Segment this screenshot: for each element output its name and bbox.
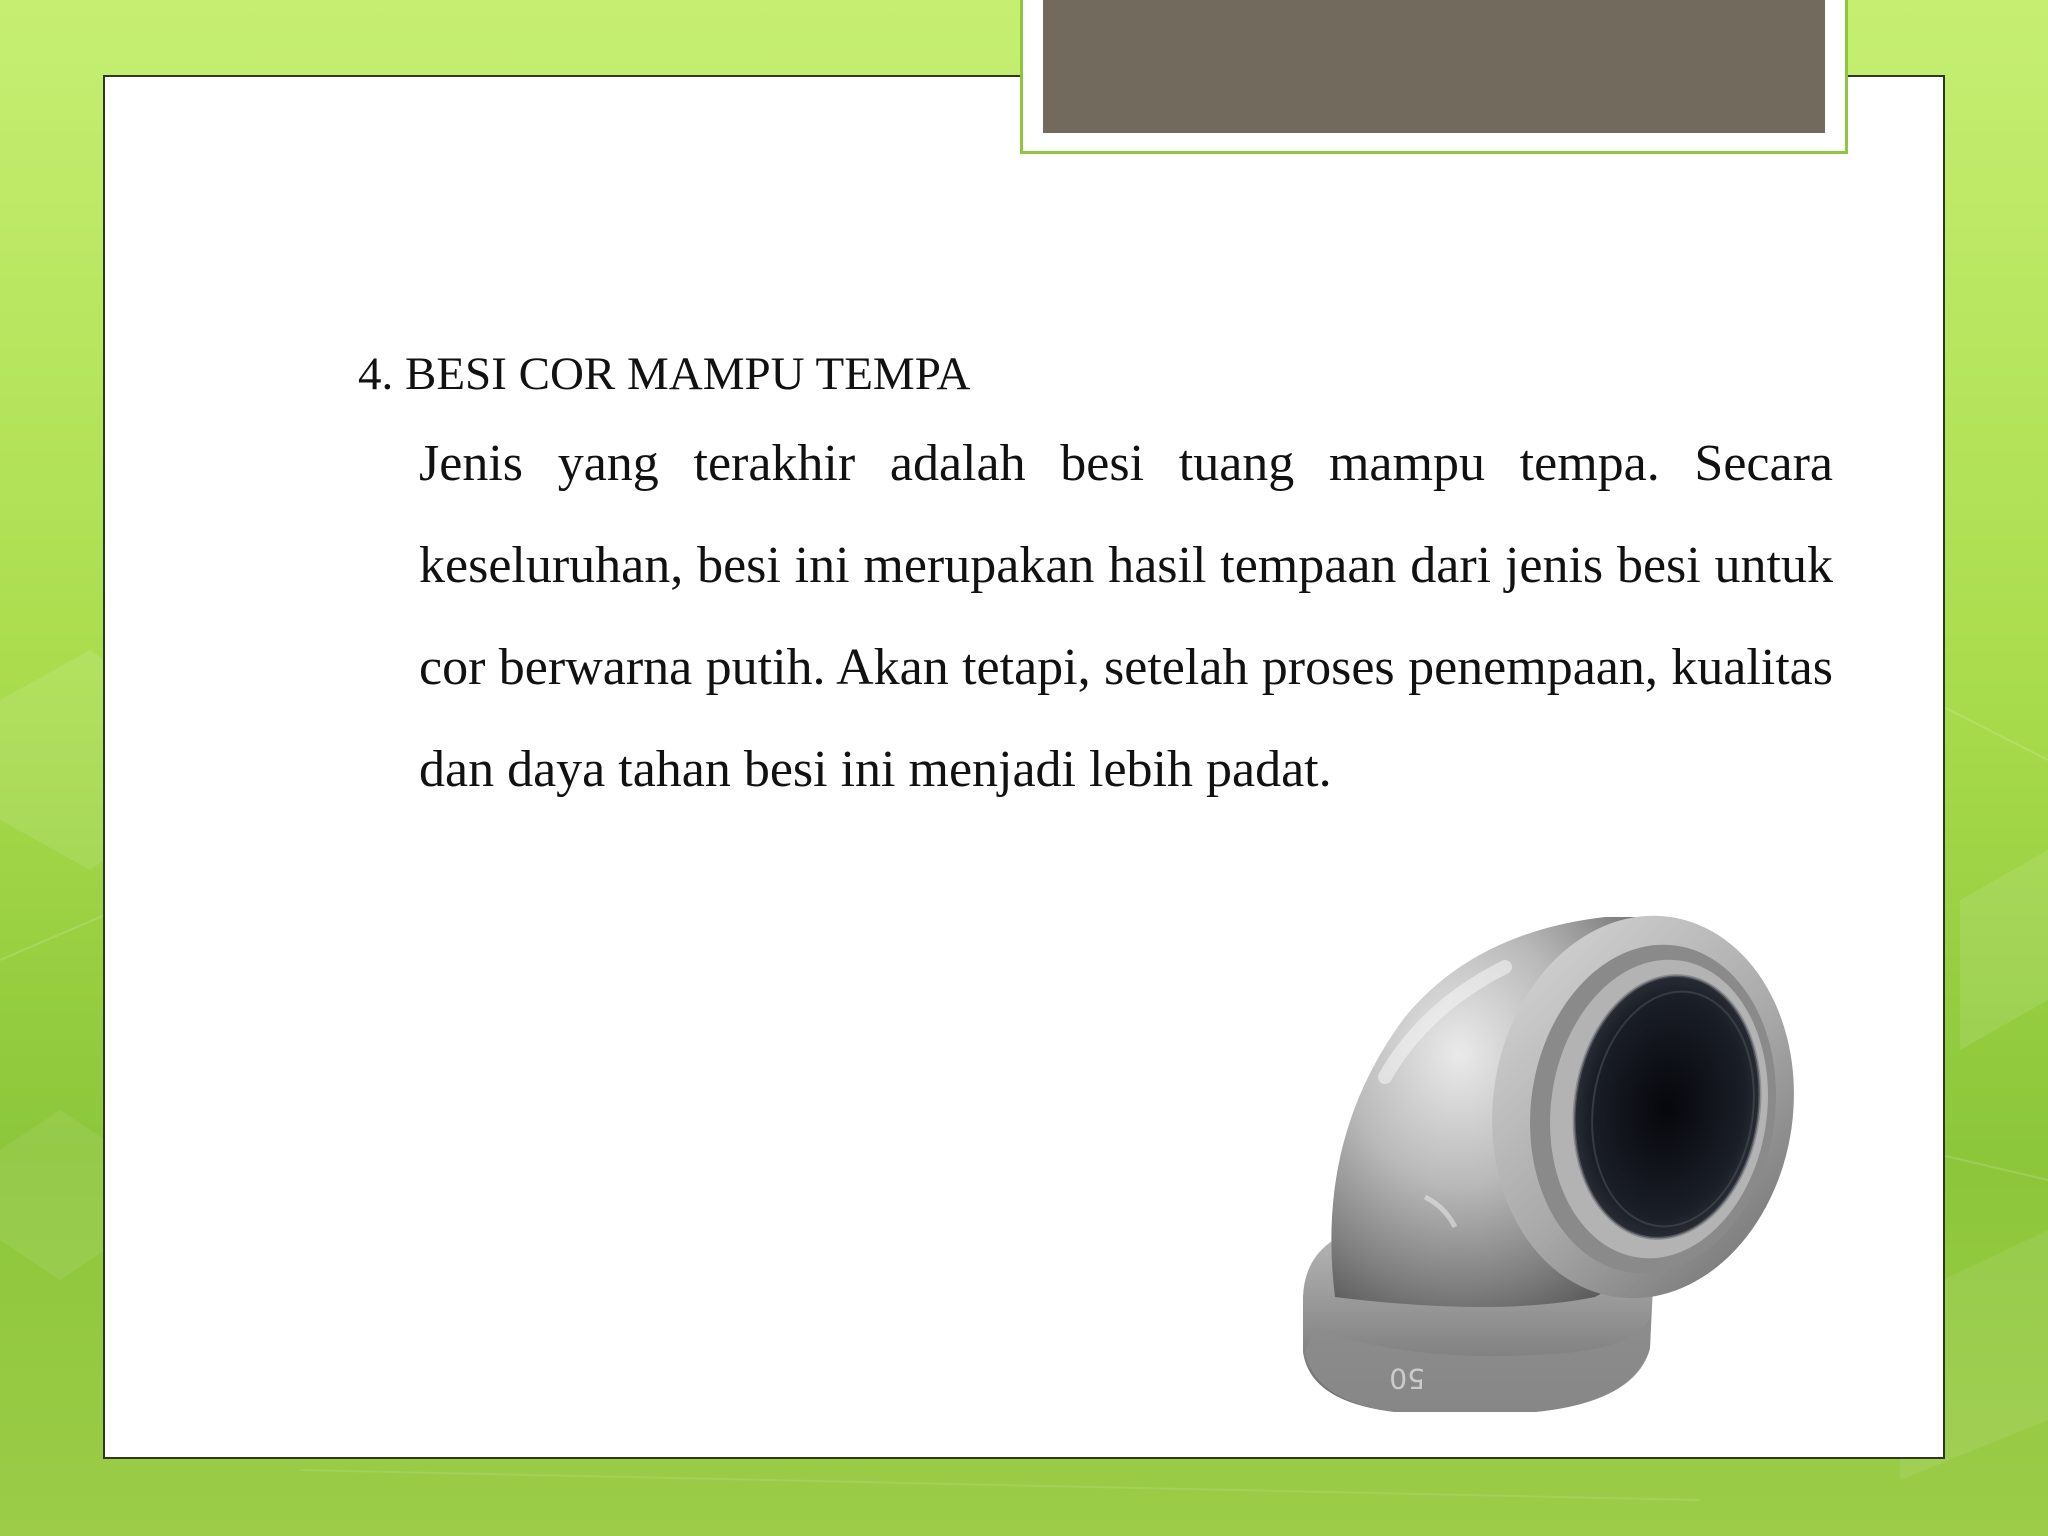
body-paragraph: Jenis yang terakhir adalah besi tuang mampu tempa. Secara keseluruhan, besi ini merupakan hasil tempaan dari jenis besi untuk cor berwarna putih. Akan tetapi, setelah proses penempaan, kualitas dan daya tahan besi ini menjadi lebih padat. bbox=[419, 435, 1833, 798]
fitting-marking: 50 bbox=[1389, 1362, 1425, 1395]
title-bar-fill bbox=[1043, 0, 1825, 133]
title-tab bbox=[1020, 0, 1848, 154]
section-heading: 4. BESI COR MAMPU TEMPA bbox=[358, 348, 971, 400]
pipe-elbow-fitting-image bbox=[1275, 897, 1835, 1437]
slide-content-panel bbox=[103, 75, 1945, 1459]
